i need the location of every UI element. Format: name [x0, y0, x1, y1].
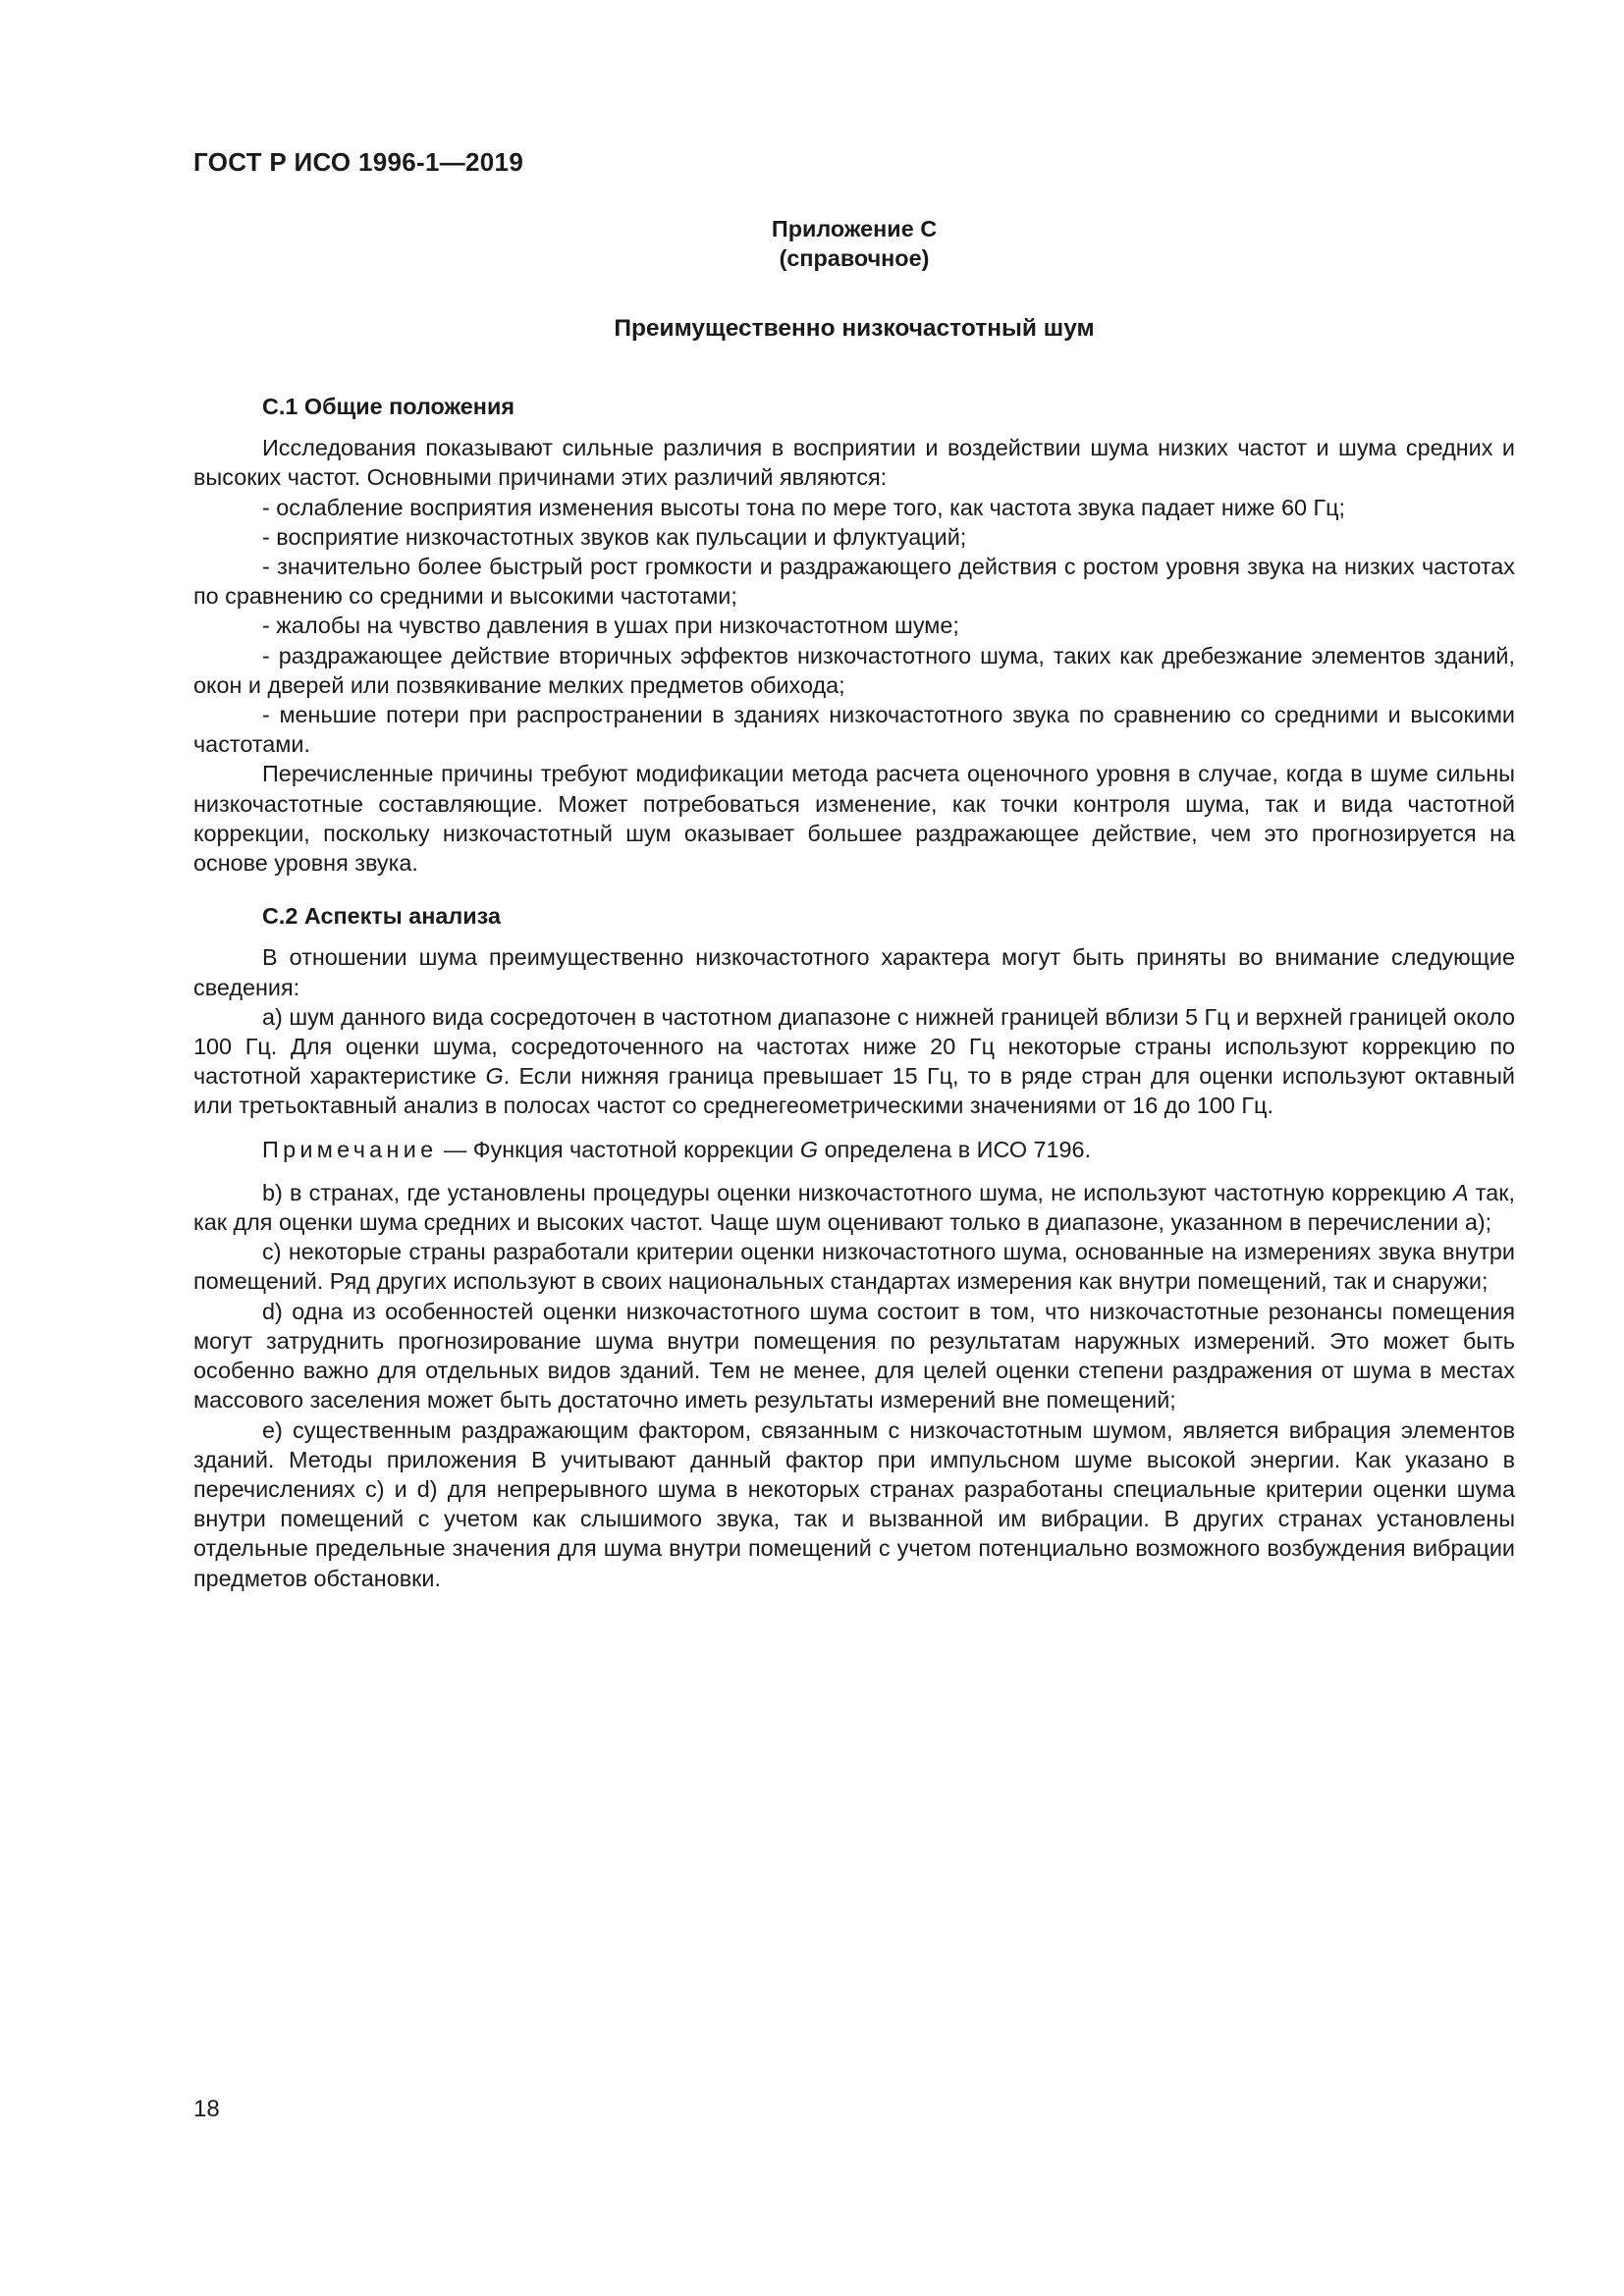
page-number: 18: [193, 2096, 220, 2122]
italic-symbol: G: [799, 1136, 819, 1162]
section-1-title: С.1 Общие положения: [262, 394, 514, 419]
list-item: - ослабление восприятия изменения высоты тона по мере того, как частота звука падает ниже 60 Гц;: [262, 494, 1346, 520]
note-text: определена в ИСО 7196.: [818, 1136, 1092, 1162]
list-item-a: [193, 1002, 1515, 1121]
page-content: [193, 214, 1515, 1593]
list-item: - восприятие низкочастотных звуков как пульсации и флуктуаций;: [262, 523, 967, 550]
list-item: - значительно более быстрый рост громкости и раздражающего действия с ростом уровня звука на низких частотах по сравнению со средними и высокими частотами;: [193, 554, 1515, 610]
document-code: ГОСТ Р ИСО 1996-1—2019: [193, 147, 524, 177]
note-label: Примечание: [262, 1136, 438, 1162]
section-2-title: С.2 Аспекты анализа: [262, 903, 501, 930]
list-item-a-text: . Если нижняя граница превышает 15 Гц, то в ряде стран для оценки используют октавный или третьоктавный анализ в полосах частот со среднегеометрическими значениями от 16 до 100 Гц.: [193, 1063, 1515, 1119]
italic-symbol: G: [485, 1063, 504, 1090]
list-item-d: d) одна из особенностей оценки низкочастотного шума состоит в том, что низкочастотные резонансы помещения могут затруднить прогнозирование шума внутри помещения по результатам наружных измерений. Это может быть особенно важно для отдельных видов зданий. Тем не менее, для целей оценки степени раздражения от шума в местах массового заселения может быть достаточно иметь результаты измерений вне помещений;: [193, 1298, 1515, 1414]
note-text: — Функция частотной коррекции: [437, 1136, 800, 1162]
section-2-intro: В отношении шума преимущественно низкочастотного характера могут быть приняты во внимание следующие сведения:: [193, 944, 1515, 1000]
annex-title: Преимущественно низкочастотный шум: [614, 315, 1095, 342]
list-item-b: [193, 1178, 1515, 1237]
note: [193, 1135, 1515, 1164]
list-item: - меньшие потери при распространении в зданиях низкочастотного звука по сравнению со средними и высокими частотами.: [193, 702, 1515, 758]
section-1-closing: Перечисленные причины требуют модификации метода расчета оценочного уровня в случае, когда в шуме сильны низкочастотные составляющие. Может потребоваться изменение, как точки контроля шума, так и вида частотной коррекции, поскольку низкочастотный шум оказывает большее раздражающее действие, чем это прогнозируется на основе уровня звука.: [193, 761, 1515, 877]
annex-status: (справочное): [779, 245, 930, 271]
section-1-intro: Исследования показывают сильные различия в восприятии и воздействии шума низких частот и шума средних и высоких частот. Основными причинами этих различий являются:: [193, 435, 1515, 491]
list-item: - жалобы на чувство давления в ушах при низкочастотном шуме;: [262, 613, 959, 639]
list-item: - раздражающее действие вторичных эффектов низкочастотного шума, таких как дребезжание элементов зданий, окон и дверей или позвякивание мелких предметов обихода;: [193, 642, 1515, 698]
list-item-a-text: а) шум данного вида сосредоточен в частотном диапазоне с нижней границей вблизи 5 Гц и верхней границей около 100 Гц. Для оценки шума, сосредоточенного на частотах ниже 20 Гц некоторые страны используют коррекцию по частотной характеристике: [193, 1003, 1515, 1090]
list-item-e: е) существенным раздражающим фактором, связанным с низкочастотным шумом, является вибрация элементов зданий. Методы приложения В учитывают данный фактор при импульсном шуме высокой энергии. Как указано в перечислениях с) и d) для непрерывного шума в некоторых странах разработаны специальные критерии оценки шума внутри помещений с учетом как слышимого звука, так и вызванной им вибрации. В других странах установлены отдельные предельные значения для шума внутри помещений с учетом потенциально возможного возбуждения вибрации предметов обстановки.: [193, 1416, 1515, 1591]
italic-symbol: A: [1452, 1179, 1469, 1205]
list-item-b-text: так, как для оценки шума средних и высоких частот. Чаще шум оценивают только в диапазоне, указанном в перечислении а);: [193, 1179, 1515, 1236]
annex-label: Приложение С: [771, 216, 938, 241]
list-item-c: с) некоторые страны разработали критерии оценки низкочастотного шума, основанные на измерениях звука внутри помещений. Ряд других используют в своих национальных стандартах измерения как внутри помещений, так и снаружи;: [193, 1239, 1515, 1295]
list-item-b-text: b) в странах, где установлены процедуры оценки низкочастотного шума, не используют частотную коррекцию: [262, 1179, 1453, 1205]
